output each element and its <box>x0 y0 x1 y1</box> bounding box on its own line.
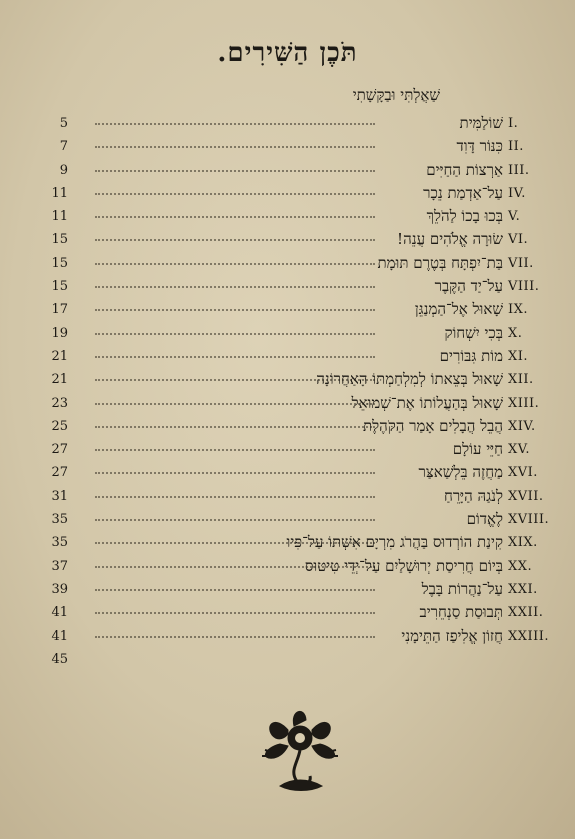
toc-row <box>0 228 575 251</box>
poem-title: עַל־אַדְמַת נֵכָר <box>423 183 503 202</box>
toc-row <box>0 182 575 205</box>
roman-numeral: III. <box>508 162 530 178</box>
toc-row <box>0 159 575 182</box>
page-number: 25 <box>51 418 68 434</box>
poem-title: שָׁאוּל בְּצֵאתוֹ לְמִלְחַמְתּוֹ הָאַחֲרוֹנָה <box>316 370 503 389</box>
poem-title: בְּיוֹם חֲרִיסַת יְרוּשָׁלַיִם עַל־יְדֵי טִיטוּס <box>304 556 503 575</box>
dot-leader <box>95 403 375 405</box>
poem-title: שׂוּרָה אֱלֹהִים עֲנֵה! <box>397 230 503 249</box>
dot-leader <box>95 496 375 498</box>
dot-leader <box>95 426 375 428</box>
toc-row <box>0 252 575 275</box>
toc-row <box>0 438 575 461</box>
poem-title: אַרְצוֹת הַחַיִּים <box>426 160 503 179</box>
toc-row <box>0 205 575 228</box>
roman-numeral: VII. <box>508 255 534 271</box>
roman-numeral: X. <box>508 325 523 341</box>
dot-leader <box>95 286 375 288</box>
dot-leader <box>95 170 375 172</box>
roman-numeral: I. <box>508 116 519 131</box>
page-number: 7 <box>59 139 68 155</box>
page-number: 15 <box>51 255 68 271</box>
roman-numeral: XV. <box>508 442 531 458</box>
dot-leader <box>95 519 375 521</box>
toc-row <box>0 392 575 415</box>
roman-numeral: XVII. <box>508 488 544 504</box>
toc-row <box>0 345 575 368</box>
poem-title: מוֹת גִּבּוֹרִים <box>439 346 503 365</box>
roman-numeral: XIII. <box>508 395 540 411</box>
poem-title: שׁוֹלַמִּית <box>459 114 503 132</box>
toc-row <box>0 275 575 298</box>
poem-title: מַחֲזֶה בֵּלְשַׁאצַּר <box>418 463 503 482</box>
roman-numeral: XI. <box>508 348 529 364</box>
roman-numeral: XXI. <box>508 581 538 597</box>
roman-numeral: XVI. <box>508 465 538 481</box>
toc-row <box>0 578 575 601</box>
page-number: 15 <box>51 232 68 248</box>
poem-title: עַל־נַהֲרוֹת בָּבֶל <box>421 579 503 598</box>
roman-numeral: II. <box>508 139 524 155</box>
roman-numeral: XXII. <box>508 605 544 621</box>
roman-numeral: IX. <box>508 302 529 318</box>
poem-title: חֲזוֹן אֱלִיפַז הַתֵּימָנִי <box>401 626 503 645</box>
roman-numeral: IV. <box>508 185 526 201</box>
toc-row <box>0 531 575 554</box>
roman-numeral: XIX. <box>508 535 538 551</box>
toc-row <box>0 555 575 578</box>
page-number: 41 <box>51 628 68 644</box>
toc-row <box>0 135 575 158</box>
table-of-contents <box>0 112 575 671</box>
page-number: 41 <box>51 605 68 621</box>
toc-row <box>0 368 575 391</box>
page-title: תֹּכֶן הַשִּׁירִים. <box>217 38 358 68</box>
toc-row <box>0 508 575 531</box>
poem-title: לֶאֱדוֹם <box>466 510 503 529</box>
poem-title: תְּבוּסַת סַנְחֵרִיב <box>419 603 503 622</box>
page-number: 9 <box>59 162 68 178</box>
poem-title: בְּכִי יִשְׁחוֹק <box>444 323 503 342</box>
poem-title: חַיֵּי עוֹלָם <box>452 440 503 459</box>
poem-title: הֲבֵל הֲבָלִים אָמַר הַקֹּהֶלֶת <box>362 416 503 435</box>
dot-leader <box>95 239 375 241</box>
poem-title: לְנֹגַהּ הַיָּרֵחַ <box>443 486 503 505</box>
dot-leader <box>95 123 375 125</box>
page-number: 27 <box>51 465 68 481</box>
toc-row <box>0 601 575 624</box>
roman-numeral: XIV. <box>508 418 536 434</box>
page-number: 39 <box>51 581 68 597</box>
dot-leader <box>95 333 375 335</box>
toc-row <box>0 415 575 438</box>
roman-numeral: VI. <box>508 232 529 248</box>
dot-leader <box>95 636 375 638</box>
page-number: 45 <box>51 651 68 667</box>
roman-numeral: XVIII. <box>508 512 550 528</box>
toc-row <box>0 625 575 648</box>
poem-title: קִינַת הוֹרְדוּס בַּהֲרֹג מִרְיָם אִשְׁתּוֹ עַל־פִּיו <box>286 533 503 552</box>
poem-title: בְּכוּ בָכוֹ לַהֹלֵךְ <box>426 207 503 226</box>
toc-row <box>0 322 575 345</box>
page-number: 19 <box>51 325 68 341</box>
toc-row <box>0 648 575 671</box>
dot-leader <box>95 216 375 218</box>
dot-leader <box>95 193 375 195</box>
poem-title: כִּנּוֹר דָּוִד <box>456 137 503 156</box>
page-number: 27 <box>51 442 68 458</box>
toc-row <box>0 485 575 508</box>
page-number: 15 <box>51 279 68 295</box>
poem-title: עַל־יַד הַקֶּבֶר <box>434 277 503 296</box>
dot-leader <box>95 612 375 614</box>
dot-leader <box>95 263 375 265</box>
roman-numeral: XXIII. <box>508 628 550 644</box>
toc-row <box>0 298 575 321</box>
page-number: 31 <box>51 488 68 504</box>
page-number: 23 <box>51 395 68 411</box>
section-title: שַׁאֲלְתִּי וּבַקָּשָׁתִי <box>352 86 440 104</box>
roman-numeral: XX. <box>508 558 533 574</box>
dot-leader <box>95 589 375 591</box>
dot-leader <box>95 356 375 358</box>
dot-leader <box>95 146 375 148</box>
page-number: 5 <box>59 116 68 131</box>
poem-title: בַּת־יִפְתָּח בְּטֶרֶם תּוּמָת <box>377 253 503 272</box>
roman-numeral: V. <box>508 209 521 225</box>
page-number: 21 <box>51 372 68 388</box>
toc-row <box>0 112 575 135</box>
page-number: 11 <box>51 185 68 201</box>
poem-title: שָׁאוּל בְּהַעֲלוֹתוֹ אֶת־שְׁמוּאֵל <box>351 393 503 412</box>
roman-numeral: VIII. <box>508 279 540 295</box>
dot-leader <box>95 472 375 474</box>
floral-ornament-icon <box>250 700 350 800</box>
dot-leader <box>95 309 375 311</box>
roman-numeral: XII. <box>508 372 534 388</box>
dot-leader <box>95 449 375 451</box>
page-number: 35 <box>51 535 68 551</box>
page-number: 21 <box>51 348 68 364</box>
poem-title: שָׁאוּל אֶל־הַמְנַגֵּן <box>414 300 503 319</box>
page-number: 17 <box>51 302 68 318</box>
page-number: 11 <box>51 209 68 225</box>
page-number: 35 <box>51 512 68 528</box>
toc-row <box>0 461 575 484</box>
page-number: 37 <box>51 558 68 574</box>
